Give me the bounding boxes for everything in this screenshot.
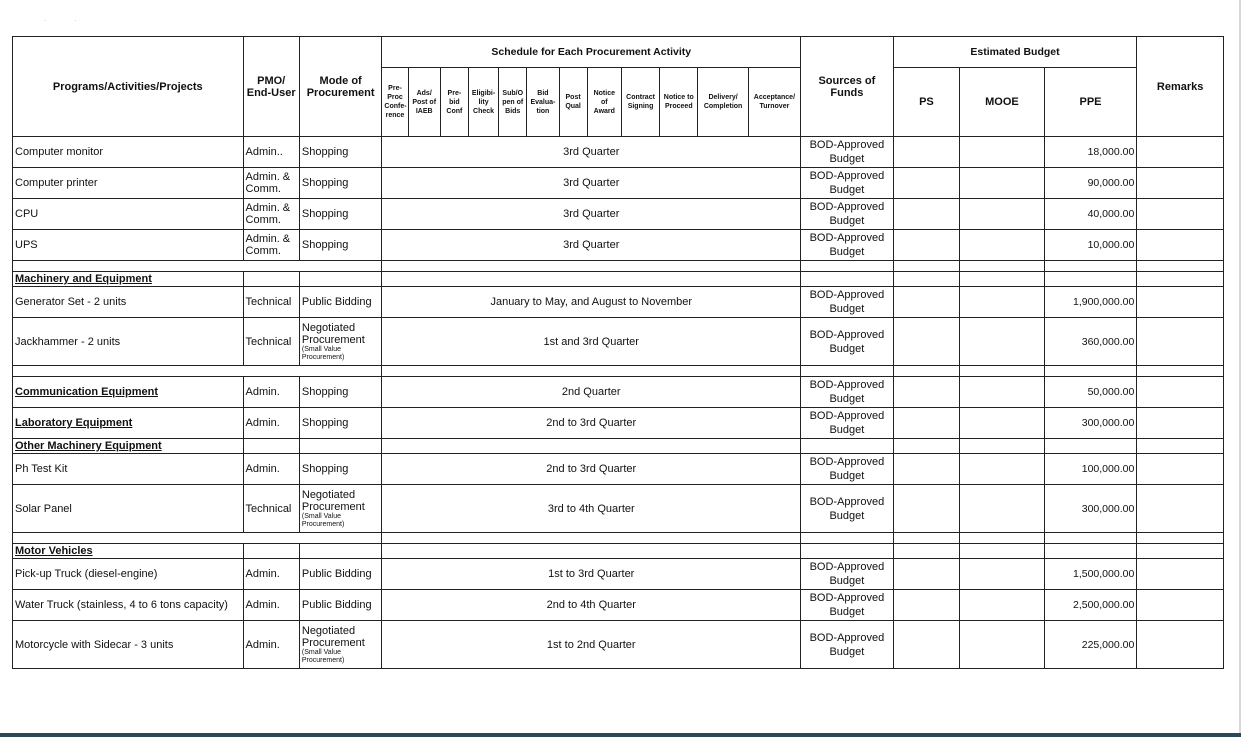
ps-cell [893, 408, 959, 439]
spacer-cell [382, 366, 801, 377]
item-name: Water Truck (stainless, 4 to 6 tons capacity) [13, 590, 244, 621]
empty-cell [801, 272, 894, 287]
pmo-cell: Admin. & Comm. [243, 168, 299, 199]
mode-label: Negotiated Procurement [301, 488, 365, 513]
header-sched-col: Eligibi-lity Check [468, 68, 498, 137]
ps-cell [893, 137, 959, 168]
spacer-cell [13, 261, 382, 272]
ppe-cell: 10,000.00 [1044, 230, 1137, 261]
mooe-cell [960, 454, 1045, 485]
header-sched-col: Acceptance/ Turnover [748, 68, 800, 137]
empty-cell [1044, 272, 1137, 287]
pmo-cell: Technical [243, 485, 299, 533]
mooe-cell [960, 485, 1045, 533]
spacer-cell [1044, 261, 1137, 272]
mooe-cell [960, 230, 1045, 261]
header-sched-col: Pre-bid Conf [440, 68, 468, 137]
mode-cell [299, 168, 382, 199]
ppe-cell: 40,000.00 [1044, 199, 1137, 230]
empty-cell [801, 544, 894, 559]
table-row [13, 485, 1224, 533]
pmo-cell: Admin. [243, 408, 299, 439]
pmo-cell: Technical [243, 318, 299, 366]
empty-cell [1044, 544, 1137, 559]
ps-cell [893, 318, 959, 366]
ppe-cell: 300,000.00 [1044, 485, 1137, 533]
header-sched-col: Contract Signing [621, 68, 659, 137]
pmo-cell: Admin. [243, 454, 299, 485]
header-sched-col: Delivery/ Completion [698, 68, 748, 137]
remarks-cell [1137, 137, 1224, 168]
ps-cell [893, 168, 959, 199]
empty-cell [960, 272, 1045, 287]
header-sched-col: Notice of Award [587, 68, 621, 137]
item-name: Generator Set - 2 units [13, 287, 244, 318]
pmo-cell: Technical [243, 287, 299, 318]
ppe-cell: 18,000.00 [1044, 137, 1137, 168]
mode-label: Shopping [301, 146, 349, 158]
mooe-cell [960, 377, 1045, 408]
table-row [13, 366, 1224, 377]
empty-cell [382, 272, 801, 287]
ppe-cell: 2,500,000.00 [1044, 590, 1137, 621]
funds-cell: BOD-Approved Budget [801, 485, 894, 533]
ps-cell [893, 559, 959, 590]
mode-label: Public Bidding [301, 599, 372, 611]
pmo-cell: Admin. & Comm. [243, 199, 299, 230]
table-row [13, 272, 1224, 287]
spacer-cell [1044, 533, 1137, 544]
ppe-cell: 100,000.00 [1044, 454, 1137, 485]
spacer-cell [1137, 261, 1224, 272]
table-row [13, 439, 1224, 454]
mooe-cell [960, 559, 1045, 590]
schedule-cell: 2nd to 3rd Quarter [382, 408, 801, 439]
pmo-cell: Admin. [243, 621, 299, 669]
table-row [13, 318, 1224, 366]
table-row [13, 454, 1224, 485]
remarks-cell [1137, 590, 1224, 621]
mode-note: (Small Value Procurement) [301, 648, 345, 664]
pmo-cell: Admin. [243, 590, 299, 621]
header-pmo: PMO/ End-User [243, 37, 299, 137]
empty-cell [893, 272, 959, 287]
ppe-cell: 50,000.00 [1044, 377, 1137, 408]
table-row [13, 559, 1224, 590]
pmo-cell: Admin.. [243, 137, 299, 168]
funds-cell: BOD-Approved Budget [801, 559, 894, 590]
table-row [13, 408, 1224, 439]
funds-cell: BOD-Approved Budget [801, 621, 894, 669]
spacer-cell [960, 366, 1045, 377]
empty-cell [382, 439, 801, 454]
remarks-cell [1137, 454, 1224, 485]
funds-cell: BOD-Approved Budget [801, 287, 894, 318]
item-name: Laboratory Equipment [13, 408, 244, 439]
mode-label: Public Bidding [301, 296, 372, 308]
mooe-cell [960, 408, 1045, 439]
schedule-cell: 1st to 3rd Quarter [382, 559, 801, 590]
spacer-cell [13, 366, 382, 377]
spacer-cell [382, 261, 801, 272]
empty-cell [1137, 439, 1224, 454]
remarks-cell [1137, 199, 1224, 230]
table-row [13, 590, 1224, 621]
table-row [13, 137, 1224, 168]
empty-cell [299, 439, 382, 454]
remarks-cell [1137, 287, 1224, 318]
pmo-cell: Admin. [243, 377, 299, 408]
spacer-cell [893, 533, 959, 544]
item-name: CPU [13, 199, 244, 230]
mooe-cell [960, 590, 1045, 621]
mooe-cell [960, 621, 1045, 669]
spacer-cell [1044, 366, 1137, 377]
item-name: Pick-up Truck (diesel-engine) [13, 559, 244, 590]
spacer-cell [893, 261, 959, 272]
spacer-cell [893, 366, 959, 377]
mode-label: Negotiated Procurement [301, 624, 365, 649]
empty-cell [960, 544, 1045, 559]
remarks-cell [1137, 621, 1224, 669]
mooe-cell [960, 137, 1045, 168]
ppe-cell: 90,000.00 [1044, 168, 1137, 199]
schedule-cell: 3rd to 4th Quarter [382, 485, 801, 533]
table-row [13, 533, 1224, 544]
pmo-cell: Admin. [243, 559, 299, 590]
empty-cell [1044, 439, 1137, 454]
remarks-cell [1137, 168, 1224, 199]
mode-cell [299, 137, 382, 168]
spacer-cell [1137, 366, 1224, 377]
scan-specks: · · [44, 18, 77, 24]
header-funds: Sources of Funds [801, 37, 894, 137]
schedule-cell: 1st and 3rd Quarter [382, 318, 801, 366]
item-name: Computer monitor [13, 137, 244, 168]
table-row [13, 168, 1224, 199]
mode-label: Shopping [301, 417, 349, 429]
mode-cell [299, 199, 382, 230]
ppe-cell: 225,000.00 [1044, 621, 1137, 669]
scan-bottom-edge [0, 733, 1241, 737]
item-name: Communication Equipment [13, 377, 244, 408]
schedule-cell: 1st to 2nd Quarter [382, 621, 801, 669]
spacer-cell [960, 261, 1045, 272]
category-label: Machinery and Equipment [13, 272, 244, 287]
spacer-cell [801, 366, 894, 377]
remarks-cell [1137, 485, 1224, 533]
funds-cell: BOD-Approved Budget [801, 168, 894, 199]
table-body [13, 137, 1224, 669]
mooe-cell [960, 318, 1045, 366]
mode-cell [299, 454, 382, 485]
header-mooe: MOOE [960, 68, 1045, 137]
category-label: Other Machinery Equipment [13, 439, 244, 454]
mode-cell [299, 559, 382, 590]
table-header [13, 37, 1224, 137]
ppe-cell: 300,000.00 [1044, 408, 1137, 439]
empty-cell [382, 544, 801, 559]
mode-cell [299, 230, 382, 261]
item-name: UPS [13, 230, 244, 261]
funds-cell: BOD-Approved Budget [801, 230, 894, 261]
empty-cell [243, 439, 299, 454]
item-name: Ph Test Kit [13, 454, 244, 485]
funds-cell: BOD-Approved Budget [801, 199, 894, 230]
funds-cell: BOD-Approved Budget [801, 377, 894, 408]
header-sched-col: Ads/ Post of IAEB [408, 68, 440, 137]
remarks-cell [1137, 230, 1224, 261]
schedule-cell: 3rd Quarter [382, 230, 801, 261]
header-ppe: PPE [1044, 68, 1137, 137]
mode-cell [299, 318, 382, 366]
table-row [13, 287, 1224, 318]
empty-cell [1137, 272, 1224, 287]
mode-cell [299, 287, 382, 318]
ps-cell [893, 454, 959, 485]
empty-cell [243, 272, 299, 287]
table-row [13, 377, 1224, 408]
empty-cell [299, 272, 382, 287]
mode-note: (Small Value Procurement) [301, 345, 345, 361]
ps-cell [893, 621, 959, 669]
empty-cell [893, 544, 959, 559]
mode-cell [299, 621, 382, 669]
schedule-cell: 3rd Quarter [382, 137, 801, 168]
header-sched-col: Pre-Proc Confe-rence [382, 68, 408, 137]
mode-cell [299, 590, 382, 621]
header-programs: Programs/Activities/Projects [13, 37, 244, 137]
table-row [13, 621, 1224, 669]
ps-cell [893, 377, 959, 408]
remarks-cell [1137, 318, 1224, 366]
table-row [13, 544, 1224, 559]
header-ps: PS [893, 68, 959, 137]
mode-cell [299, 485, 382, 533]
remarks-cell [1137, 408, 1224, 439]
mooe-cell [960, 287, 1045, 318]
empty-cell [960, 439, 1045, 454]
header-sched-col: Bid Evalua-tion [527, 68, 559, 137]
ppe-cell: 360,000.00 [1044, 318, 1137, 366]
header-sched-col: Sub/O pen of Bids [499, 68, 527, 137]
category-label: Motor Vehicles [13, 544, 244, 559]
header-mode: Mode of Procurement [299, 37, 382, 137]
schedule-cell: 2nd to 3rd Quarter [382, 454, 801, 485]
mooe-cell [960, 199, 1045, 230]
empty-cell [1137, 544, 1224, 559]
funds-cell: BOD-Approved Budget [801, 137, 894, 168]
schedule-cell: 3rd Quarter [382, 168, 801, 199]
spacer-cell [13, 533, 382, 544]
empty-cell [893, 439, 959, 454]
mode-label: Shopping [301, 239, 349, 251]
spacer-cell [801, 261, 894, 272]
spacer-cell [382, 533, 801, 544]
spacer-cell [960, 533, 1045, 544]
mode-label: Shopping [301, 177, 349, 189]
ps-cell [893, 287, 959, 318]
header-sched-col: Post Qual [559, 68, 587, 137]
spacer-cell [1137, 533, 1224, 544]
spacer-cell [801, 533, 894, 544]
table-row [13, 261, 1224, 272]
ps-cell [893, 485, 959, 533]
table-row [13, 199, 1224, 230]
mode-label: Negotiated Procurement [301, 321, 365, 346]
ps-cell [893, 199, 959, 230]
mode-label: Shopping [301, 386, 349, 398]
mode-label: Shopping [301, 208, 349, 220]
item-name: Computer printer [13, 168, 244, 199]
schedule-cell: January to May, and August to November [382, 287, 801, 318]
procurement-plan-table [12, 36, 1224, 669]
mode-label: Public Bidding [301, 568, 372, 580]
item-name: Motorcycle with Sidecar - 3 units [13, 621, 244, 669]
header-schedule: Schedule for Each Procurement Activity [382, 37, 801, 68]
ppe-cell: 1,900,000.00 [1044, 287, 1137, 318]
schedule-cell: 3rd Quarter [382, 199, 801, 230]
mooe-cell [960, 168, 1045, 199]
funds-cell: BOD-Approved Budget [801, 318, 894, 366]
funds-cell: BOD-Approved Budget [801, 408, 894, 439]
mode-cell [299, 377, 382, 408]
schedule-cell: 2nd to 4th Quarter [382, 590, 801, 621]
ps-cell [893, 230, 959, 261]
header-estimated-budget: Estimated Budget [893, 37, 1137, 68]
funds-cell: BOD-Approved Budget [801, 590, 894, 621]
remarks-cell [1137, 559, 1224, 590]
empty-cell [299, 544, 382, 559]
header-remarks: Remarks [1137, 37, 1224, 137]
funds-cell: BOD-Approved Budget [801, 454, 894, 485]
item-name: Jackhammer - 2 units [13, 318, 244, 366]
mode-cell [299, 408, 382, 439]
empty-cell [801, 439, 894, 454]
mode-note: (Small Value Procurement) [301, 512, 345, 528]
schedule-cell: 2nd Quarter [382, 377, 801, 408]
item-name: Solar Panel [13, 485, 244, 533]
table-row [13, 230, 1224, 261]
remarks-cell [1137, 377, 1224, 408]
pmo-cell: Admin. & Comm. [243, 230, 299, 261]
empty-cell [243, 544, 299, 559]
ps-cell [893, 590, 959, 621]
mode-label: Shopping [301, 463, 349, 475]
header-sched-col: Notice to Proceed [660, 68, 698, 137]
ppe-cell: 1,500,000.00 [1044, 559, 1137, 590]
